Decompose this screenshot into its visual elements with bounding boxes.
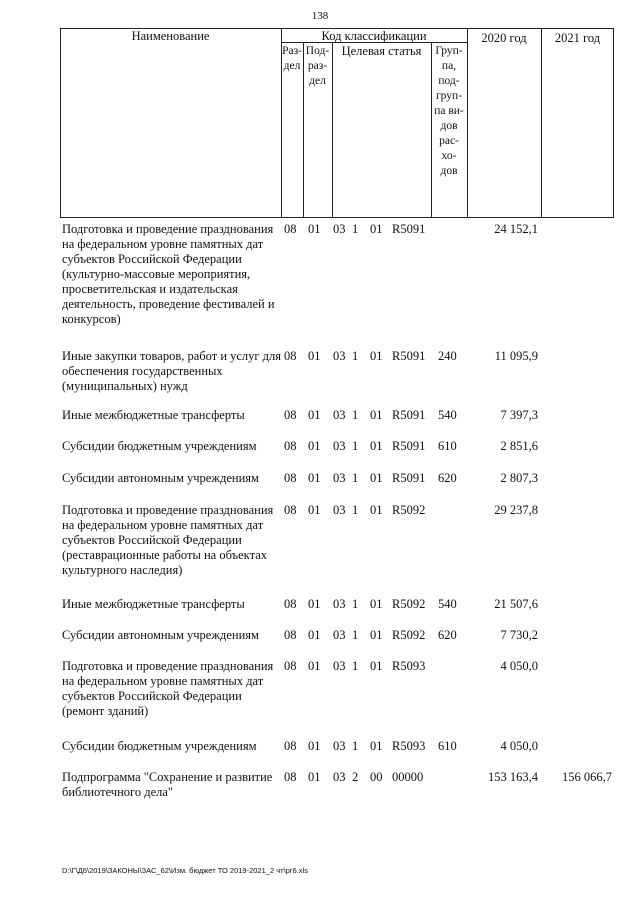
row-podrazdel: 01 (308, 439, 321, 453)
row-group: 620 (438, 471, 457, 485)
row-target-2: 1 (352, 659, 359, 673)
row-podrazdel: 01 (308, 222, 321, 236)
row-target-1: 03 (333, 503, 346, 517)
row-target-2: 1 (352, 471, 359, 485)
row-podrazdel: 01 (308, 349, 321, 363)
row-group: 610 (438, 739, 457, 753)
row-value-2020: 4 050,0 (500, 659, 538, 673)
row-target-3: 01 (370, 471, 383, 485)
row-target-4: R5092 (392, 628, 426, 642)
row-target-1: 03 (333, 471, 346, 485)
row-value-2020: 7 730,2 (500, 628, 538, 642)
row-value-2020: 2 807,3 (500, 471, 538, 485)
row-podrazdel: 01 (308, 628, 321, 642)
row-target-3: 01 (370, 222, 383, 236)
row-target-4: R5091 (392, 408, 426, 422)
row-value-2020: 29 237,8 (494, 503, 538, 517)
row-group: 240 (438, 349, 457, 363)
row-target-4: R5091 (392, 222, 426, 236)
row-target-3: 01 (370, 597, 383, 611)
row-target-3: 01 (370, 503, 383, 517)
row-target-1: 03 (333, 408, 346, 422)
header-code-group: Код классификации (321, 29, 427, 43)
row-target-2: 1 (352, 503, 359, 517)
row-target-2: 1 (352, 628, 359, 642)
row-razdel: 08 (284, 659, 297, 673)
row-target-1: 03 (333, 739, 346, 753)
row-value-2020: 4 050,0 (500, 739, 538, 753)
row-razdel: 08 (284, 349, 297, 363)
row-name: Подготовка и проведение празднования на федеральном уровне памятных дат субъектов Российской Федерации (ремонт зданий) (62, 659, 274, 718)
row-target-3: 00 (370, 770, 383, 784)
row-podrazdel: 01 (308, 659, 321, 673)
row-name: Иные межбюджетные трансферты (62, 597, 245, 611)
header-podrazdel: Под- раз- дел (305, 45, 330, 87)
row-target-2: 2 (352, 770, 359, 784)
row-group: 610 (438, 439, 457, 453)
row-name: Субсидии бюджетным учреждениям (62, 739, 257, 753)
row-razdel: 08 (284, 597, 297, 611)
row-target-4: R5091 (392, 349, 426, 363)
row-razdel: 08 (284, 471, 297, 485)
row-value-2021: 156 066,7 (562, 770, 612, 784)
row-target-2: 1 (352, 349, 359, 363)
file-path-footer: D:\Г\Д6\2019\ЗАКОНЫ\ЗАС_62\Изм. бюджет ТО 2019-2021_2 чт\рг6.xls (62, 866, 308, 875)
row-razdel: 08 (284, 222, 297, 236)
row-value-2020: 11 095,9 (494, 349, 538, 363)
row-name: Иные межбюджетные трансферты (62, 408, 245, 422)
row-target-1: 03 (333, 597, 346, 611)
row-name: Иные закупки товаров, работ и услуг для обеспечения государственных (муниципальных) нужд (62, 349, 282, 393)
row-target-4: R5093 (392, 739, 426, 753)
row-name: Субсидии автономным учреждениям (62, 471, 259, 485)
row-target-4: R5091 (392, 439, 426, 453)
header-group: Груп- па, под- груп- па ви- дов рас- хо- дов (434, 45, 464, 177)
row-razdel: 08 (284, 408, 297, 422)
row-target-3: 01 (370, 439, 383, 453)
row-target-2: 1 (352, 408, 359, 422)
header-razdel: Раз- дел (282, 45, 302, 72)
row-podrazdel: 01 (308, 597, 321, 611)
row-group: 540 (438, 597, 457, 611)
row-target-1: 03 (333, 222, 346, 236)
row-value-2020: 21 507,6 (494, 597, 538, 611)
row-target-3: 01 (370, 349, 383, 363)
row-target-3: 01 (370, 659, 383, 673)
page-number: 138 (311, 10, 329, 22)
row-value-2020: 24 152,1 (494, 222, 538, 236)
header-name: Наименование (131, 29, 210, 43)
row-name: Подготовка и проведение празднования на федеральном уровне памятных дат субъектов Российской Федерации (культурно-массовые мероприятия, просветительская и издательская деятельность, проведение фестивалей и конкурсов) (62, 222, 275, 326)
row-podrazdel: 01 (308, 739, 321, 753)
row-target-2: 1 (352, 739, 359, 753)
row-target-4: 00000 (392, 770, 424, 784)
row-target-3: 01 (370, 408, 383, 422)
header-target: Целевая статья (341, 44, 422, 58)
header-year-2021: 2021 год (554, 31, 601, 45)
row-name: Подготовка и проведение празднования на федеральном уровне памятных дат субъектов Российской Федерации (реставрационные работы на объектах культурного наследия) (62, 503, 274, 577)
row-value-2020: 2 851,6 (500, 439, 538, 453)
row-razdel: 08 (284, 739, 297, 753)
row-target-2: 1 (352, 439, 359, 453)
row-target-4: R5091 (392, 471, 426, 485)
row-podrazdel: 01 (308, 503, 321, 517)
row-target-4: R5093 (392, 659, 426, 673)
row-value-2020: 153 163,4 (488, 770, 538, 784)
row-group: 540 (438, 408, 457, 422)
row-target-1: 03 (333, 628, 346, 642)
row-target-3: 01 (370, 628, 383, 642)
row-razdel: 08 (284, 628, 297, 642)
row-group: 620 (438, 628, 457, 642)
row-target-4: R5092 (392, 597, 426, 611)
header-year-2020: 2020 год (481, 31, 527, 45)
row-target-1: 03 (333, 770, 346, 784)
row-target-1: 03 (333, 349, 346, 363)
row-name: Подпрограмма "Сохранение и развитие библиотечного дела" (62, 770, 273, 799)
row-name: Субсидии автономным учреждениям (62, 628, 259, 642)
row-name: Субсидии бюджетным учреждениям (62, 439, 257, 453)
row-podrazdel: 01 (308, 408, 321, 422)
row-value-2020: 7 397,3 (500, 408, 538, 422)
row-target-1: 03 (333, 439, 346, 453)
row-razdel: 08 (284, 770, 297, 784)
row-podrazdel: 01 (308, 770, 321, 784)
row-target-2: 1 (352, 222, 359, 236)
row-razdel: 08 (284, 503, 297, 517)
row-target-4: R5092 (392, 503, 426, 517)
row-target-2: 1 (352, 597, 359, 611)
row-razdel: 08 (284, 439, 297, 453)
row-podrazdel: 01 (308, 471, 321, 485)
row-target-3: 01 (370, 739, 383, 753)
row-target-1: 03 (333, 659, 346, 673)
